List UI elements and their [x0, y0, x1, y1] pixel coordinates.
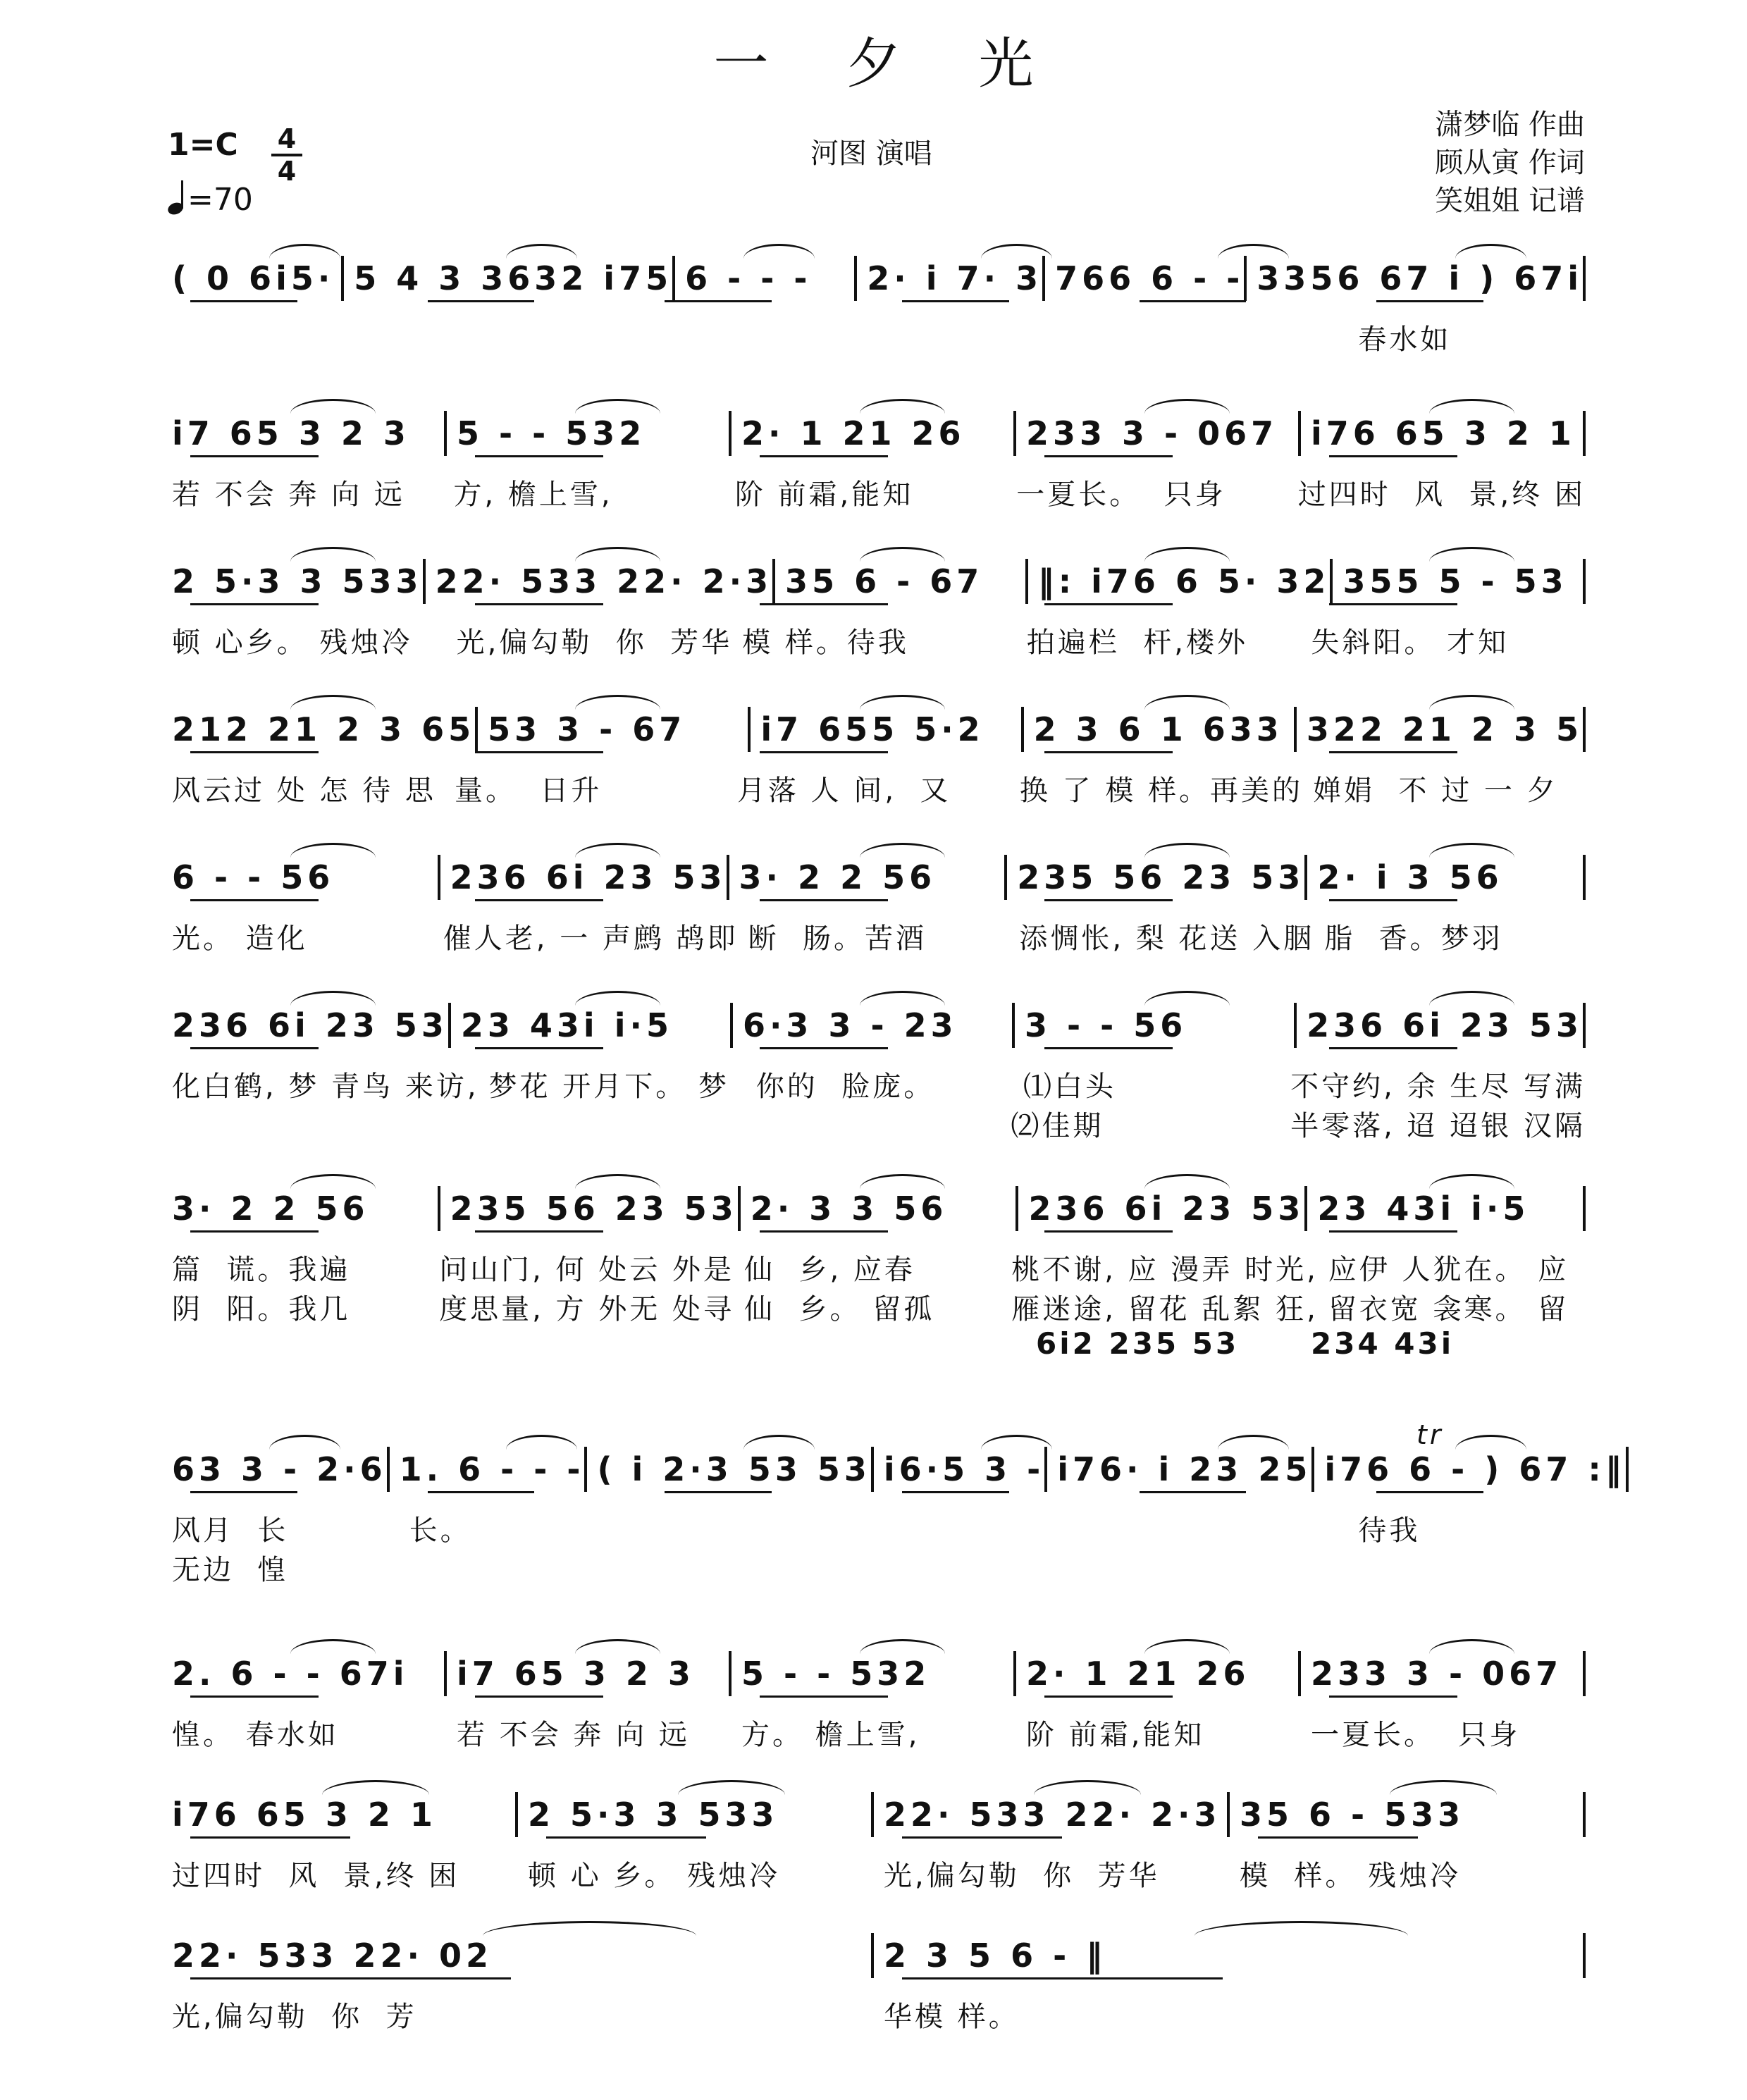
beam-line: [760, 1047, 888, 1049]
measure: 5 - - 532: [457, 414, 646, 452]
lyric-line: [162, 768, 1586, 808]
slur-arc: [575, 1174, 660, 1189]
lyric-segment: 梦花 开月下。 梦: [488, 1070, 730, 1103]
lyric-line: [162, 317, 1586, 357]
beam-line: [902, 300, 1009, 302]
beam-line: [902, 1491, 1009, 1493]
measure: 22· 533 22· 2·3: [435, 562, 773, 600]
slur-arc: [1390, 1780, 1497, 1795]
beam-line: [190, 1696, 319, 1698]
lyric-segment: 若 不会 奔 向 远: [172, 478, 405, 511]
measure: 233 3 - 067: [1026, 414, 1278, 452]
lyric-segment: 拍遍栏 杆,楼外: [1026, 626, 1248, 659]
slur-arc: [1455, 244, 1526, 259]
lyric-segment: [874, 317, 1111, 357]
lyric-line: [162, 1247, 1586, 1287]
slur-arc: [981, 1435, 1052, 1450]
lyric-segment: [442, 1104, 722, 1144]
measure: 236 6i 23 53: [1307, 1006, 1583, 1044]
notation-line: [162, 557, 1586, 606]
lyric-segment: 光,偏勾勒 你 芳: [172, 2001, 417, 2033]
lyric-segment: 雁迷途, 留花 乱絮 狂,: [1011, 1293, 1319, 1326]
slur-arc: [1429, 843, 1514, 858]
lyric-segment: 惶。 春水如: [172, 1719, 339, 1751]
beam-line: [190, 1977, 511, 1979]
slur-arc: [981, 244, 1052, 259]
beam-line: [190, 1230, 319, 1233]
beam-line: [1044, 1696, 1173, 1698]
beam-line: [546, 1836, 706, 1839]
lyric-line: [162, 1994, 1586, 2034]
lyric-segment: 光。 造化: [172, 922, 308, 955]
lyric-segment: 过四时 风 景,终 困: [172, 1860, 460, 1892]
measure: 236 6i 23 53: [1028, 1190, 1305, 1228]
slur-arc: [290, 1639, 376, 1654]
lyric-segment: 仙 乡, 应春: [744, 1254, 915, 1286]
beam-line: [760, 1230, 888, 1233]
beam-line: [665, 1491, 772, 1493]
beam-line: [190, 751, 319, 753]
slur-arc: [575, 991, 660, 1006]
lyric-segment: 你的 脸庞。: [755, 1070, 935, 1103]
measure: 53 3 - 67: [488, 710, 686, 748]
beam-line: [190, 455, 319, 457]
slur-arc: [1429, 991, 1514, 1006]
lyric-segment: 失斜阳。 才知: [1311, 626, 1510, 659]
lyric-segment: [874, 1508, 1111, 1548]
notation-line: [162, 853, 1586, 902]
slur-arc: [290, 991, 376, 1006]
measure: 766 6 - -: [1055, 259, 1245, 297]
slur-arc: [1429, 399, 1514, 414]
slur-arc: [290, 695, 376, 710]
beam-line: [1329, 751, 1457, 753]
lyric-line: [162, 1712, 1586, 1753]
beam-line: [1376, 300, 1483, 302]
notation-line: [162, 1184, 1586, 1233]
measure: 2 3 5 6 - ‖: [884, 1937, 1107, 1975]
lyric-segment: 华模 样。: [884, 2001, 1020, 2033]
notation-line: [162, 1649, 1586, 1698]
slur-arc: [1034, 1780, 1141, 1795]
measure: i7 65 3 2 3: [457, 1655, 695, 1693]
measure: i76 65 3 2 1: [172, 1796, 437, 1834]
beam-line: [428, 300, 535, 302]
slur-arc: [575, 843, 660, 858]
beam-line: [1329, 603, 1457, 605]
lyric-segment: 阶 前霜,能知: [1026, 1719, 1205, 1751]
barline: [1583, 1186, 1586, 1231]
beam-line: [760, 1696, 888, 1698]
beam-line: [1044, 1047, 1173, 1049]
trill-marking: tr: [1416, 1419, 1444, 1450]
slur-arc: [860, 843, 945, 858]
barline: [1583, 411, 1586, 456]
lyric-segment: 阴 阳。我几: [172, 1293, 351, 1326]
measure: 2· 3 3 56: [750, 1190, 948, 1228]
lyric-segment: [162, 317, 400, 357]
beam-line: [1140, 1491, 1247, 1493]
lyric-segment: [636, 1548, 874, 1588]
barline: [1583, 256, 1586, 301]
measure: 236 6i 23 53: [450, 858, 727, 896]
slur-arc: [1144, 1639, 1230, 1654]
lyric-segment: 婵娟 不 过 一 夕: [1313, 774, 1558, 807]
beam-line: [665, 300, 772, 302]
measure: 233 3 - 067: [1311, 1655, 1563, 1693]
alternate-measure: 234 43i: [1311, 1326, 1455, 1361]
slur-arc: [1429, 695, 1514, 710]
lyric-segment: ⑵佳期: [1011, 1110, 1104, 1142]
measure: 2. 6 - - 67i: [172, 1655, 409, 1693]
measure: 23 43i i·5: [460, 1006, 673, 1044]
measure: 3 - - 56: [1025, 1006, 1187, 1044]
time-signature-bottom: 4: [277, 156, 297, 187]
lyric-line: [162, 1508, 1586, 1548]
lyric-segment: 春水如: [1358, 323, 1452, 356]
lyric-segment: [1348, 1548, 1586, 1588]
barline: [1583, 707, 1586, 752]
beam-line: [1329, 1047, 1457, 1049]
lyric-line: [162, 1853, 1586, 1894]
beam-line: [190, 1836, 350, 1839]
beam-line: [475, 899, 603, 901]
measure: 2 3 6 1 633: [1033, 710, 1283, 748]
beam-line: [475, 1696, 603, 1698]
lyric-line-second-verse: [162, 1287, 1586, 1327]
lyric-segment: [1111, 1548, 1349, 1588]
measure: 236 6i 23 53: [172, 1006, 448, 1044]
lyric-segment: [162, 1104, 442, 1144]
beam-line: [760, 751, 888, 753]
barline: [1583, 855, 1586, 900]
barline: [1583, 559, 1586, 604]
beam-line: [475, 1047, 603, 1049]
notation-line: [162, 1445, 1626, 1494]
lyric-segment: 度思量, 方 外无 处寻: [439, 1293, 735, 1326]
lyric-segment: 桃不谢, 应 漫弄 时光,: [1011, 1254, 1319, 1286]
lyric-segment: 模 样。 残烛冷: [1240, 1860, 1462, 1892]
lyric-segment: 断 肠。苦酒: [748, 922, 927, 955]
measure: i76 65 3 2 1: [1311, 414, 1576, 452]
beam-line: [190, 603, 319, 605]
lyric-segment: [400, 1548, 637, 1588]
notation-line: [162, 705, 1586, 754]
lyric-segment: 一夏长。 只身: [1016, 478, 1226, 511]
beam-line: [428, 1491, 535, 1493]
beam-line: [475, 751, 603, 753]
slur-arc: [290, 399, 376, 414]
time-signature: [271, 125, 302, 185]
lyric-segment: 量。 日升: [454, 774, 603, 807]
beam-line: [1044, 899, 1173, 901]
lyric-line-second-verse: [162, 1104, 1586, 1144]
beam-line: [190, 300, 297, 302]
measure: i76 6 - ) 67 :‖: [1324, 1450, 1626, 1488]
measure: i6·5 3 -: [883, 1450, 1045, 1488]
notation-line: [162, 1001, 1586, 1050]
slur-arc: [1144, 695, 1230, 710]
measure: ( i 2·3 53 53: [597, 1450, 871, 1488]
beam-line: [902, 1836, 1062, 1839]
barline: [1583, 1651, 1586, 1696]
beam-line: [190, 1047, 319, 1049]
beam-line: [1329, 1696, 1457, 1698]
beam-line: [475, 1230, 603, 1233]
lyric-segment: 留衣宽 衾寒。 留: [1328, 1293, 1569, 1326]
beam-line: [1329, 1230, 1457, 1233]
measure: i7 655 5·2: [760, 710, 984, 748]
lyric-segment: [636, 317, 874, 357]
singer-credit: 河图 演唱: [810, 137, 932, 170]
lyric-segment: 应伊 人犹在。 应: [1328, 1254, 1569, 1286]
transcriber-credit: 笑姐姐 记谱: [1435, 185, 1585, 217]
slur-arc: [860, 695, 945, 710]
beam-line: [475, 603, 603, 605]
lyric-segment: 顿 心 乡。 残烛冷: [528, 1860, 781, 1892]
barline: [1583, 1003, 1586, 1048]
slur-arc: [269, 1435, 340, 1450]
measure: 6 - - 56: [172, 858, 335, 896]
slur-arc: [743, 1435, 815, 1450]
beam-line: [1376, 1491, 1483, 1493]
lyric-segment: 不守约, 余 生尽 写满: [1290, 1070, 1586, 1103]
lyric-segment: 顿 心乡。 残烛冷: [172, 626, 413, 659]
lyric-segment: 半零落, 迢 迢银 汉隔: [1290, 1110, 1586, 1142]
slur-arc: [1429, 547, 1514, 562]
beam-line: [760, 603, 888, 605]
beam-line: [190, 1491, 297, 1493]
slur-arc: [483, 1921, 696, 1936]
measure: 2· i 3 56: [1317, 858, 1503, 896]
measure: 212 21 2 3 65: [172, 710, 476, 748]
composer-credit: 潇梦临 作曲: [1435, 109, 1585, 141]
measure: 322 21 2 3 5: [1306, 710, 1583, 748]
measure: i76· i 23 25: [1057, 1450, 1312, 1488]
beam-line: [1329, 899, 1457, 901]
slur-arc: [1218, 1435, 1289, 1450]
slur-arc: [1144, 1174, 1230, 1189]
key-signature: 1=C: [168, 127, 238, 163]
lyric-segment: 无边 惶: [172, 1554, 289, 1586]
slur-arc: [1429, 1174, 1514, 1189]
notation-line: [162, 1790, 1586, 1839]
beam-line: [1044, 455, 1173, 457]
slur-arc: [1144, 843, 1230, 858]
time-signature-top: 4: [277, 123, 297, 154]
notation-line: [162, 254, 1586, 303]
measure: ‖: i76 6 5· 32: [1037, 562, 1331, 600]
lyric-line: [162, 472, 1586, 512]
lyric-segment: 催人老, 一 声鹧 鸪即: [443, 922, 739, 955]
lyric-segment: 月落 人 间, 又: [736, 774, 951, 807]
lyric-segment: 添惆怅, 梨 花送 入胭: [1019, 922, 1315, 955]
measure: 2 5·3 3 533: [172, 562, 423, 600]
slur-arc: [860, 1639, 945, 1654]
lyric-segment: 风月 长: [172, 1514, 289, 1547]
lyric-segment: 待我: [1358, 1514, 1421, 1547]
slur-arc: [1144, 547, 1230, 562]
measure: 355 5 - 53: [1342, 562, 1568, 600]
beam-line: [190, 899, 319, 901]
slur-arc: [860, 1174, 945, 1189]
lyric-line-second-verse: [162, 1548, 1586, 1588]
measure: 23 43i i·5: [1317, 1190, 1530, 1228]
lyric-segment: 风云过 处 怎 待 思: [172, 774, 436, 807]
lyric-segment: [1111, 317, 1349, 357]
slur-arc: [290, 843, 376, 858]
slur-arc: [290, 547, 376, 562]
slur-arc: [575, 695, 660, 710]
slur-arc: [575, 547, 660, 562]
measure: i7 65 3 2 3: [172, 414, 410, 452]
lyric-segment: [722, 1104, 1001, 1144]
measure: 35 6 - 67: [785, 562, 984, 600]
measure: 3· 2 2 56: [739, 858, 937, 896]
beam-line: [760, 899, 888, 901]
measure: 2· i 7· 3: [867, 259, 1043, 297]
lyric-segment: 过四时 风 景,终 困: [1297, 478, 1586, 511]
lyric-segment: 一夏长。 只身: [1311, 1719, 1521, 1751]
measure: 22· 533 22· 2·3: [884, 1796, 1221, 1834]
quarter-note-icon: [168, 183, 187, 214]
alternate-measure: 6i2 235 53: [1036, 1326, 1240, 1361]
lyric-line: [162, 620, 1586, 660]
slur-arc: [290, 1174, 376, 1189]
lyric-segment: 若 不会 奔 向 远: [457, 1719, 690, 1751]
lyric-segment: 阶 前霜,能知: [734, 478, 914, 511]
beam-line: [475, 455, 603, 457]
slur-arc: [1144, 991, 1230, 1006]
lyricist-credit: 顾从寅 作词: [1435, 147, 1585, 179]
tempo-value: =70: [187, 182, 253, 218]
measure: 5 - - 532: [741, 1655, 931, 1693]
notation-line: [162, 409, 1586, 458]
lyric-segment: 换 了 模 样。再美的: [1019, 774, 1304, 807]
measure: 35 6 - 533: [1240, 1796, 1465, 1834]
measure: 235 56 23 53: [450, 1190, 738, 1228]
measure: 22· 533 22· 02: [172, 1937, 493, 1975]
barline: [1583, 1933, 1586, 1978]
barline: [1626, 1447, 1629, 1492]
slur-arc: [575, 1639, 660, 1654]
beam-line: [1329, 455, 1457, 457]
slur-arc: [506, 244, 577, 259]
tempo-marking: [168, 182, 253, 218]
slur-arc: [322, 1780, 429, 1795]
barline: [1583, 1792, 1586, 1837]
alternate-notation: [162, 1326, 1586, 1361]
slur-arc: [269, 244, 340, 259]
lyric-line: [162, 1064, 1586, 1104]
lyric-segment: 脂 香。梦羽: [1324, 922, 1503, 955]
slur-arc: [860, 399, 945, 414]
measure: ( 0 6i5·: [172, 259, 335, 297]
beam-line: [902, 1977, 1223, 1979]
measure: 3356 67 i ) 67i: [1257, 259, 1584, 297]
lyric-segment: ⑴白头: [1023, 1070, 1116, 1103]
lyric-segment: [874, 1548, 1111, 1588]
lyric-segment: [400, 317, 637, 357]
beam-line: [1044, 603, 1173, 605]
measure: 6 - - -: [685, 259, 812, 297]
lyric-segment: 光,偏勾勒 你 芳华: [884, 1860, 1160, 1892]
measure: 3· 2 2 56: [172, 1190, 369, 1228]
lyric-segment: 仙 乡。 留孤: [744, 1293, 935, 1326]
measure: 2 5·3 3 533: [528, 1796, 779, 1834]
slur-arc: [1144, 399, 1230, 414]
slur-arc: [1429, 1639, 1514, 1654]
lyric-segment: [1111, 1508, 1349, 1548]
measure: 1. 6 - - -: [399, 1450, 585, 1488]
measure: 2· 1 21 26: [741, 414, 965, 452]
beam-line: [1044, 751, 1173, 753]
measure: 6·3 3 - 23: [742, 1006, 958, 1044]
lyric-segment: 长。: [409, 1514, 471, 1547]
slur-arc: [1218, 244, 1289, 259]
slur-arc: [860, 547, 945, 562]
beam-line: [1140, 300, 1247, 302]
measure: 2· 1 21 26: [1026, 1655, 1250, 1693]
slur-arc: [678, 1780, 785, 1795]
notation-line: [162, 1931, 1586, 1980]
beam-line: [760, 455, 888, 457]
lyric-segment: 篇 谎。我遍: [172, 1254, 351, 1286]
credits-block: [1435, 106, 1585, 220]
slur-arc: [575, 399, 660, 414]
lyric-segment: 模 样。待我: [742, 626, 909, 659]
slur-arc: [860, 991, 945, 1006]
lyric-segment: [636, 1508, 874, 1548]
slur-arc: [743, 244, 815, 259]
slur-arc: [1194, 1921, 1408, 1936]
lyric-segment: 方。 檐上雪,: [741, 1719, 920, 1751]
lyric-line: [162, 916, 1586, 956]
measure: 235 56 23 53: [1017, 858, 1305, 896]
lyric-segment: 方, 檐上雪,: [453, 478, 613, 511]
song-title: 一夕光: [713, 32, 1111, 96]
beam-line: [1258, 1836, 1418, 1839]
lyric-segment: 光,偏勾勒 你 芳华: [456, 626, 733, 659]
measure: 5 4 3 3632 i75: [354, 259, 673, 297]
measure: 63 3 - 2·6: [172, 1450, 387, 1488]
lyric-segment: 问山门, 何 处云 外是: [439, 1254, 735, 1286]
beam-line: [1044, 1230, 1173, 1233]
slur-arc: [506, 1435, 577, 1450]
lyric-segment: 化白鹤, 梦 青鸟 来访,: [172, 1070, 479, 1103]
